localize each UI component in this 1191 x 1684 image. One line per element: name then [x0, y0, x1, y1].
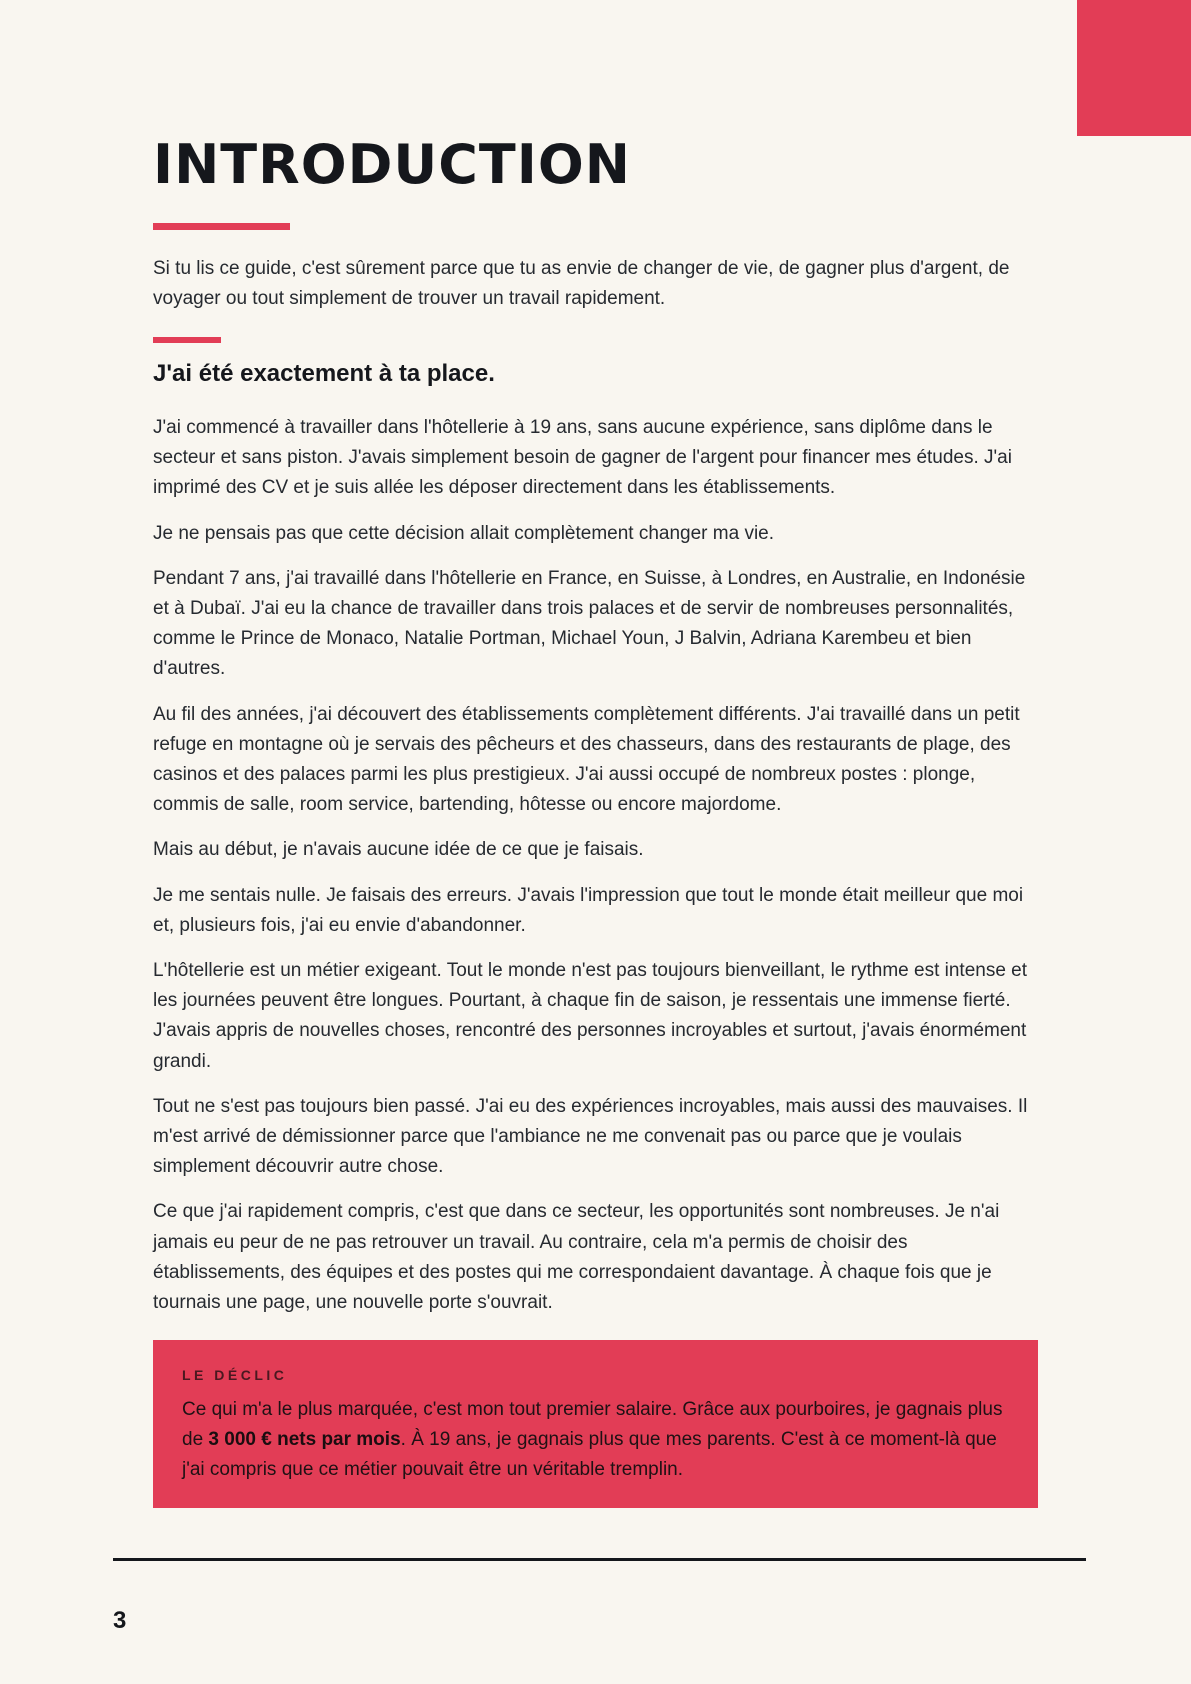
callout-box: [153, 1340, 1038, 1508]
body-paragraph: Tout ne s'est pas toujours bien passé. J'ai eu des expériences incroyables, mais aussi des mauvaises. Il m'est arrivé de démissionner parce que l'ambiance ne me convenait pas ou parce que je voulais simplement découvrir autre chose.: [153, 1095, 1028, 1178]
callout-text-before: Ce qui m'a le plus marquée, c'est mon tout premier salaire. Grâce aux pourboires, je gagnais plus de: [182, 1399, 1003, 1451]
callout-text: [182, 1395, 1009, 1486]
body-paragraph: Mais au début, je n'avais aucune idée de ce que je faisais.: [153, 839, 644, 861]
page-title: INTRODUCTION: [153, 133, 631, 196]
callout-label: LE DÉCLIC: [182, 1367, 288, 1383]
body-paragraph: Au fil des années, j'ai découvert des établissements complètement différents. J'ai travaillé dans un petit refuge en montagne où je servais des pêcheurs et des chasseurs, dans des restaurants de plage, des casinos et des palaces parmi les plus prestigieux. J'ai aussi occupé de nombreux postes : plonge, commis de salle, room service, bartending, hôtesse ou encore majordome.: [153, 703, 1020, 816]
subtitle-rule: [153, 337, 221, 343]
title-underline: [153, 223, 290, 230]
lead-paragraph: Si tu lis ce guide, c'est sûrement parce que tu as envie de changer de vie, de gagner plus d'argent, de voyager ou tout simplement de trouver un travail rapidement.: [153, 258, 1010, 309]
body-paragraph: Je me sentais nulle. Je faisais des erreurs. J'avais l'impression que tout le monde était meilleur que moi et, plusieurs fois, j'ai eu envie d'abandonner.: [153, 884, 1024, 936]
body-paragraph: Ce que j'ai rapidement compris, c'est que dans ce secteur, les opportunités sont nombreuses. Je n'ai jamais eu peur de ne pas retrouver un travail. Au contraire, cela m'a permis de choisir des établissements, des équipes et des postes qui me correspondaient davantage. À chaque fois que je tournais une page, une nouvelle porte s'ouvrait.: [153, 1201, 1000, 1314]
body-paragraph: L'hôtellerie est un métier exigeant. Tout le monde n'est pas toujours bienveillant, le rythme est intense et les journées peuvent être longues. Pourtant, à chaque fin de saison, je ressentais une immense fierté. J'avais appris de nouvelles choses, rencontré des personnes incroyables et surtout, j'avais énormément grandi.: [153, 960, 1028, 1072]
corner-accent-block: [1077, 0, 1191, 136]
body-paragraph: Pendant 7 ans, j'ai travaillé dans l'hôtellerie en France, en Suisse, à Londres, en Australie, en Indonésie et à Dubaï. J'ai eu la chance de travailler dans trois palaces et de servir de nombreuses personnalités, comme le Prince de Monaco, Natalie Portman, Michael Youn, J Balvin, Adriana Karembeu et bien d'autres.: [153, 567, 1026, 680]
callout-text-after: . À 19 ans, je gagnais plus que mes parents. C'est à ce moment-là que j'ai compris que ce métier pouvait être un véritable tremplin.: [182, 1429, 997, 1481]
section-subtitle: J'ai été exactement à ta place.: [153, 360, 495, 387]
footer-divider: [113, 1558, 1086, 1561]
body-paragraph: J'ai commencé à travailler dans l'hôtellerie à 19 ans, sans aucune expérience, sans diplôme dans le secteur et sans piston. J'avais simplement besoin de gagner de l'argent pour financer mes études. J'ai imprimé des CV et je suis allée les déposer directement dans les établissements.: [153, 417, 1012, 499]
callout-highlight: 3 000 € nets par mois: [208, 1429, 401, 1451]
body-paragraph: Je ne pensais pas que cette décision allait complètement changer ma vie.: [153, 522, 775, 544]
page-number: 3: [113, 1607, 127, 1634]
body-text: [153, 413, 1038, 1333]
